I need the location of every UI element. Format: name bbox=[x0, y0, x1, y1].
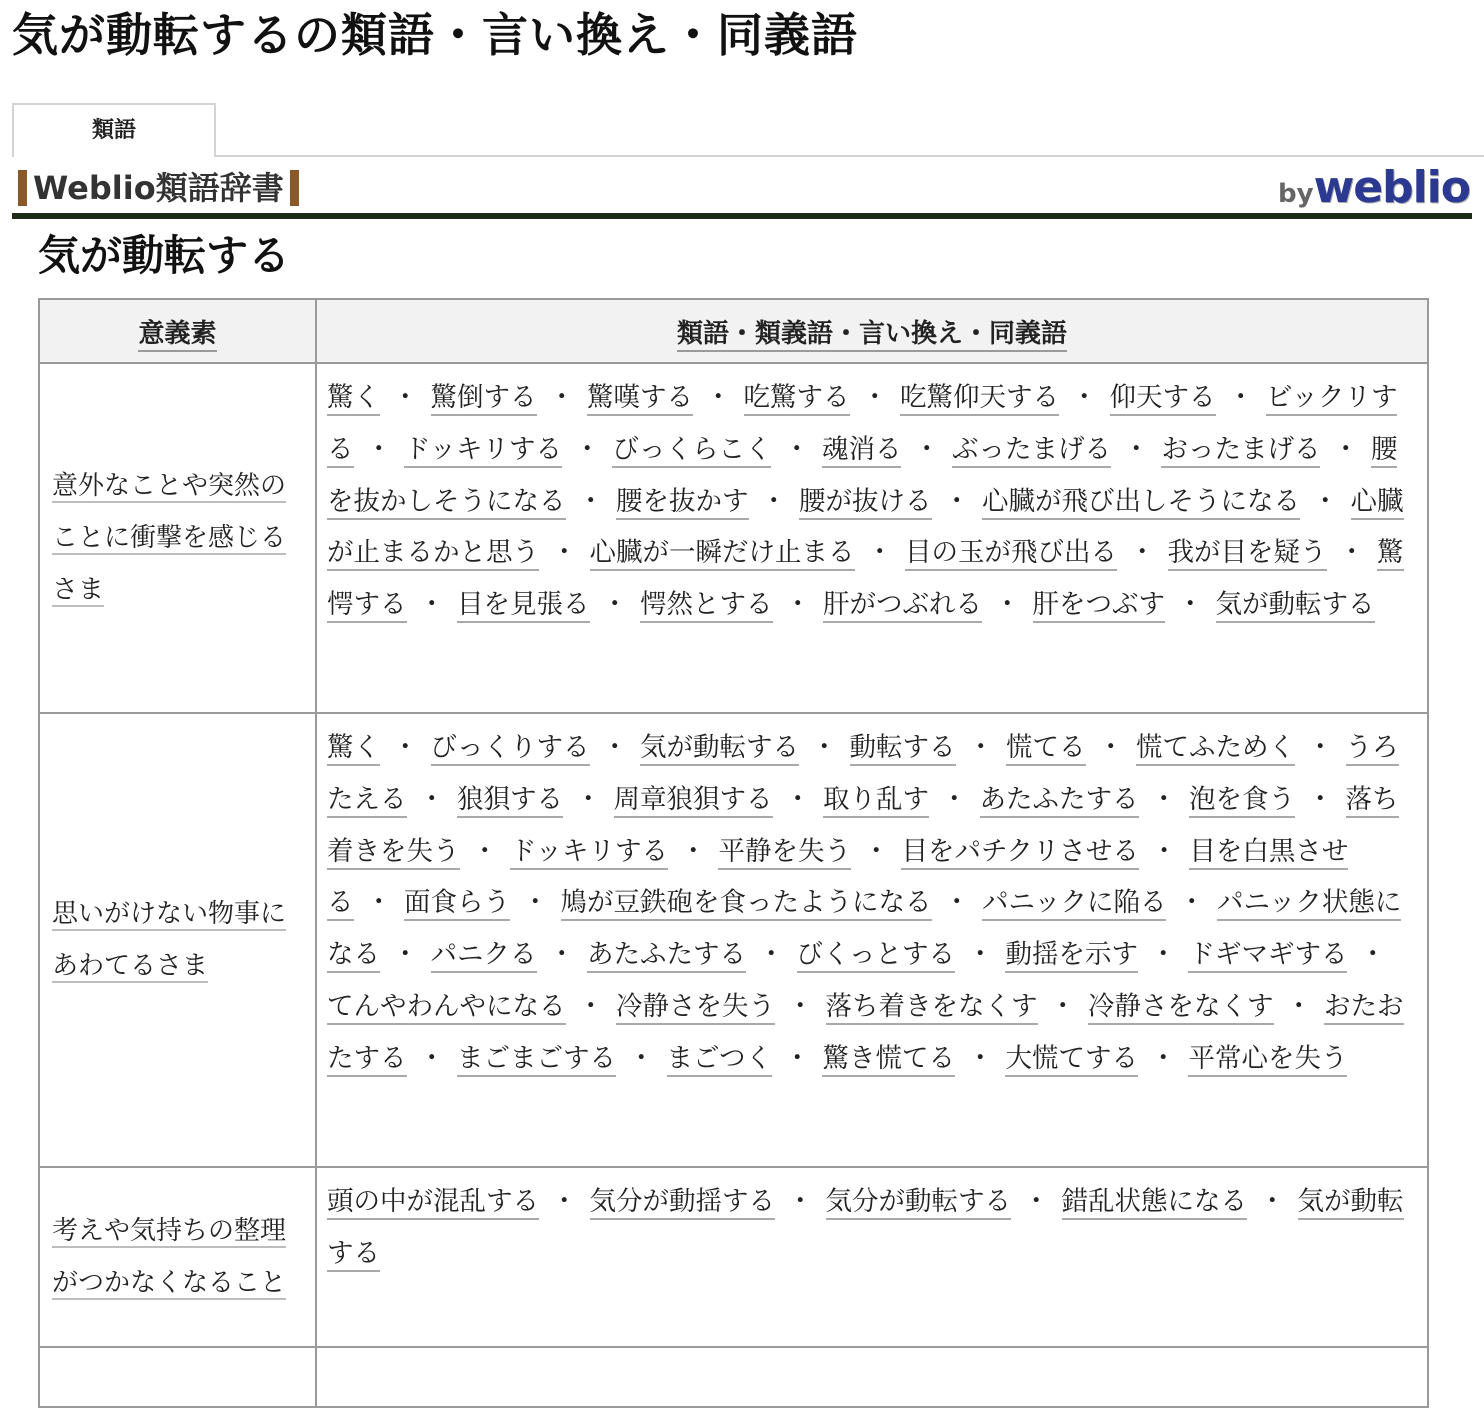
synonym-link[interactable]: 魂消る bbox=[822, 434, 902, 468]
table-row bbox=[39, 1167, 1428, 1347]
synonym-link[interactable]: 落ち着きをなくす bbox=[826, 991, 1038, 1025]
synonym-link[interactable]: 心臓が飛び出しそうになる bbox=[982, 486, 1300, 520]
separator: ・ bbox=[1177, 589, 1204, 621]
meaning-link[interactable]: 思いがけない物事にあわてるさま bbox=[52, 899, 287, 981]
synonym-link[interactable]: あたふたする bbox=[980, 784, 1139, 818]
header-rule bbox=[12, 213, 1472, 219]
separator: ・ bbox=[758, 939, 785, 971]
synonym-link[interactable]: 心臓が止まるかと思う bbox=[327, 486, 1404, 572]
synonym-link[interactable]: パニックに陥る bbox=[982, 887, 1166, 921]
separator: ・ bbox=[941, 783, 968, 815]
synonyms-cell bbox=[316, 1347, 1428, 1407]
separator: ・ bbox=[1307, 783, 1334, 815]
separator: ・ bbox=[1332, 433, 1359, 465]
separator: ・ bbox=[943, 485, 970, 517]
separator: ・ bbox=[1178, 887, 1205, 919]
synonym-link[interactable]: ドッキリする bbox=[510, 836, 668, 870]
separator: ・ bbox=[784, 589, 811, 621]
separator: ・ bbox=[1122, 433, 1150, 465]
synonym-link[interactable]: 吃驚仰天する bbox=[900, 382, 1059, 416]
separator: ・ bbox=[1259, 1186, 1286, 1217]
synonym-link[interactable]: 落ち着きを失う bbox=[327, 784, 1399, 870]
synonym-link[interactable]: 大慌てする bbox=[1005, 1043, 1138, 1077]
separator: ・ bbox=[679, 835, 707, 867]
meaning-cell bbox=[39, 363, 316, 713]
separator: ・ bbox=[783, 1042, 811, 1074]
separator: ・ bbox=[1312, 485, 1339, 517]
synonym-link[interactable]: 面食らう bbox=[404, 887, 510, 921]
meaning-cell bbox=[39, 713, 316, 1167]
separator: ・ bbox=[365, 887, 392, 919]
synonym-link[interactable]: おったまげる bbox=[1161, 434, 1320, 468]
separator: ・ bbox=[601, 589, 628, 621]
synonym-link[interactable]: 動転する bbox=[850, 732, 956, 766]
synonyms-cell bbox=[316, 1167, 1428, 1347]
synonym-link[interactable]: あたふたする bbox=[587, 939, 746, 973]
synonym-link[interactable]: 平常心を失う bbox=[1188, 1043, 1347, 1077]
separator: ・ bbox=[1227, 382, 1254, 413]
dictionary-header bbox=[12, 164, 1472, 214]
synonym-link[interactable]: 動揺を示す bbox=[1005, 939, 1138, 973]
separator: ・ bbox=[1338, 537, 1365, 569]
separator: ・ bbox=[787, 1186, 814, 1217]
separator: ・ bbox=[705, 382, 732, 413]
synonyms-cell bbox=[316, 363, 1428, 713]
tab-bar-divider bbox=[12, 155, 1484, 157]
separator: ・ bbox=[1150, 783, 1177, 815]
weblio-logo[interactable] bbox=[1278, 162, 1470, 213]
synonym-link[interactable]: びくっとする bbox=[797, 939, 955, 973]
entry-title: 気が動転する bbox=[38, 231, 291, 280]
synonym-link[interactable]: 鳩が豆鉄砲を食ったようになる bbox=[561, 887, 932, 921]
synonym-link[interactable]: 気分が動転する bbox=[826, 1186, 1012, 1220]
separator: ・ bbox=[575, 783, 602, 815]
separator: ・ bbox=[522, 887, 549, 919]
synonym-link[interactable]: ドッキリする bbox=[404, 434, 562, 468]
table-row bbox=[39, 363, 1428, 713]
separator: ・ bbox=[861, 382, 888, 413]
synonym-link[interactable]: 目の玉が飛び出る bbox=[905, 537, 1117, 571]
meaning-header-label[interactable]: 意義素 bbox=[138, 319, 216, 352]
separator: ・ bbox=[392, 732, 419, 763]
separator: ・ bbox=[966, 1042, 994, 1074]
separator: ・ bbox=[392, 939, 419, 971]
separator: ・ bbox=[862, 835, 890, 867]
separator: ・ bbox=[548, 382, 575, 413]
separator: ・ bbox=[365, 433, 392, 465]
separator: ・ bbox=[548, 939, 575, 971]
synonyms-header-label[interactable]: 類語・類義語・言い換え・同義語 bbox=[677, 319, 1067, 352]
synonym-table bbox=[38, 298, 1429, 1408]
synonym-link[interactable]: 腰を抜かしそうになる bbox=[327, 434, 1397, 520]
meaning-column-header bbox=[39, 299, 316, 363]
separator: ・ bbox=[577, 485, 604, 517]
synonym-link[interactable]: 錯乱状態になる bbox=[1062, 1186, 1248, 1220]
separator: ・ bbox=[1097, 732, 1124, 763]
separator: ・ bbox=[994, 589, 1021, 621]
synonym-link[interactable]: おたおたする bbox=[327, 991, 1404, 1077]
synonym-link[interactable]: 驚嘆する bbox=[587, 382, 693, 416]
synonym-link[interactable]: 気が動転する bbox=[640, 732, 799, 766]
separator: ・ bbox=[392, 382, 419, 413]
synonym-link[interactable]: 心臓が一瞬だけ止まる bbox=[590, 537, 855, 571]
synonym-link[interactable]: 驚く bbox=[327, 732, 380, 766]
synonym-link[interactable]: 驚愕する bbox=[327, 537, 1404, 623]
synonym-link[interactable]: まごつく bbox=[667, 1043, 772, 1077]
separator: ・ bbox=[866, 537, 893, 569]
separator: ・ bbox=[418, 589, 445, 621]
tab-synonyms[interactable]: 類語 bbox=[12, 103, 216, 157]
separator: ・ bbox=[967, 732, 994, 763]
synonym-link[interactable]: パニック状態になる bbox=[327, 887, 1401, 973]
synonym-link[interactable]: うろたえる bbox=[327, 732, 1399, 818]
separator: ・ bbox=[1049, 990, 1076, 1022]
separator: ・ bbox=[1150, 835, 1178, 867]
synonym-link[interactable]: ぶったまげる bbox=[952, 434, 1111, 468]
synonym-link[interactable]: 愕然とする bbox=[640, 589, 773, 623]
synonym-link[interactable]: 冷静さを失う bbox=[616, 991, 775, 1025]
separator: ・ bbox=[418, 783, 445, 815]
synonym-link[interactable]: 慌てる bbox=[1006, 732, 1086, 766]
separator: ・ bbox=[1307, 732, 1334, 763]
meaning-cell bbox=[39, 1167, 316, 1347]
separator: ・ bbox=[471, 835, 498, 867]
meaning-link[interactable]: 意外なことや突然のことに衝撃を感じるさま bbox=[52, 471, 287, 605]
synonym-link[interactable]: びっくりする bbox=[431, 732, 590, 766]
synonym-link[interactable]: 慌てふためく bbox=[1136, 732, 1295, 766]
synonym-link[interactable]: 我が目を疑う bbox=[1168, 537, 1327, 571]
separator: ・ bbox=[1149, 939, 1177, 971]
meaning-cell bbox=[39, 1347, 316, 1407]
synonym-link[interactable]: 腰を抜かす bbox=[616, 486, 749, 520]
separator: ・ bbox=[551, 537, 578, 569]
synonym-link[interactable]: 驚き慌てる bbox=[822, 1043, 955, 1077]
synonym-link[interactable]: 肝をつぶす bbox=[1033, 589, 1166, 623]
synonym-link[interactable]: 腰が抜ける bbox=[799, 486, 932, 520]
separator: ・ bbox=[1285, 990, 1312, 1022]
synonym-link[interactable]: まごまごする bbox=[457, 1043, 616, 1077]
separator: ・ bbox=[1129, 537, 1156, 569]
synonym-link[interactable]: 目を白黒させる bbox=[327, 836, 1348, 922]
synonym-link[interactable]: 頭の中が混乱する bbox=[327, 1186, 539, 1220]
synonym-link[interactable]: てんやわんやになる bbox=[327, 991, 566, 1025]
separator: ・ bbox=[913, 433, 940, 465]
separator: ・ bbox=[966, 939, 994, 971]
separator: ・ bbox=[783, 433, 810, 465]
separator: ・ bbox=[787, 990, 814, 1022]
synonyms-cell bbox=[316, 713, 1428, 1167]
synonym-link[interactable]: 仰天する bbox=[1110, 382, 1216, 416]
synonym-link[interactable]: 泡を食う bbox=[1189, 784, 1295, 818]
logo-brand-text: weblio bbox=[1313, 162, 1470, 213]
page-title: 気が動転するの類語・言い換え・同義語 bbox=[12, 8, 858, 62]
separator: ・ bbox=[1359, 939, 1386, 971]
synonym-link[interactable]: 気が動転する bbox=[1216, 589, 1375, 623]
synonym-link[interactable]: 気分が動揺する bbox=[590, 1186, 776, 1220]
synonym-link[interactable]: 吃驚する bbox=[744, 382, 850, 416]
synonym-link[interactable]: ビックリする bbox=[327, 382, 1397, 468]
synonym-link[interactable]: 狼狽する bbox=[457, 784, 563, 818]
separator: ・ bbox=[943, 887, 970, 919]
separator: ・ bbox=[1149, 1042, 1177, 1074]
separator: ・ bbox=[811, 732, 838, 763]
synonym-link[interactable]: びっくらこく bbox=[612, 434, 771, 468]
logo-by-text: by bbox=[1278, 179, 1314, 209]
synonyms-column-header bbox=[316, 299, 1428, 363]
synonym-link[interactable]: 目を見張る bbox=[457, 589, 590, 623]
synonym-link[interactable]: 肝がつぶれる bbox=[823, 589, 982, 623]
separator: ・ bbox=[573, 433, 601, 465]
separator: ・ bbox=[1023, 1186, 1050, 1217]
separator: ・ bbox=[601, 732, 628, 763]
separator: ・ bbox=[628, 1042, 655, 1074]
synonym-link[interactable]: 気が動転する bbox=[327, 1186, 1404, 1272]
synonym-link[interactable]: 周章狼狽する bbox=[614, 784, 773, 818]
table-row bbox=[39, 1347, 1428, 1407]
separator: ・ bbox=[418, 1042, 445, 1074]
synonym-link[interactable]: 驚く bbox=[327, 382, 380, 416]
synonym-link[interactable]: パニクる bbox=[431, 939, 537, 973]
synonym-link[interactable]: 取り乱す bbox=[823, 784, 929, 818]
synonym-link[interactable]: 驚倒する bbox=[431, 382, 537, 416]
separator: ・ bbox=[784, 783, 811, 815]
synonym-link[interactable]: 平静を失う bbox=[718, 836, 851, 870]
table-row bbox=[39, 713, 1428, 1167]
separator: ・ bbox=[1071, 382, 1098, 413]
synonym-link[interactable]: 冷静さをなくす bbox=[1088, 991, 1274, 1025]
separator: ・ bbox=[551, 1186, 578, 1217]
synonym-link[interactable]: 目をパチクリさせる bbox=[901, 836, 1138, 870]
synonym-link[interactable]: ドギマギする bbox=[1188, 939, 1347, 973]
meaning-link[interactable]: 考えや気持ちの整理がつかなくなること bbox=[52, 1216, 287, 1298]
separator: ・ bbox=[577, 990, 604, 1022]
separator: ・ bbox=[760, 485, 787, 517]
dictionary-name[interactable]: Weblio類語辞書 bbox=[18, 170, 299, 206]
